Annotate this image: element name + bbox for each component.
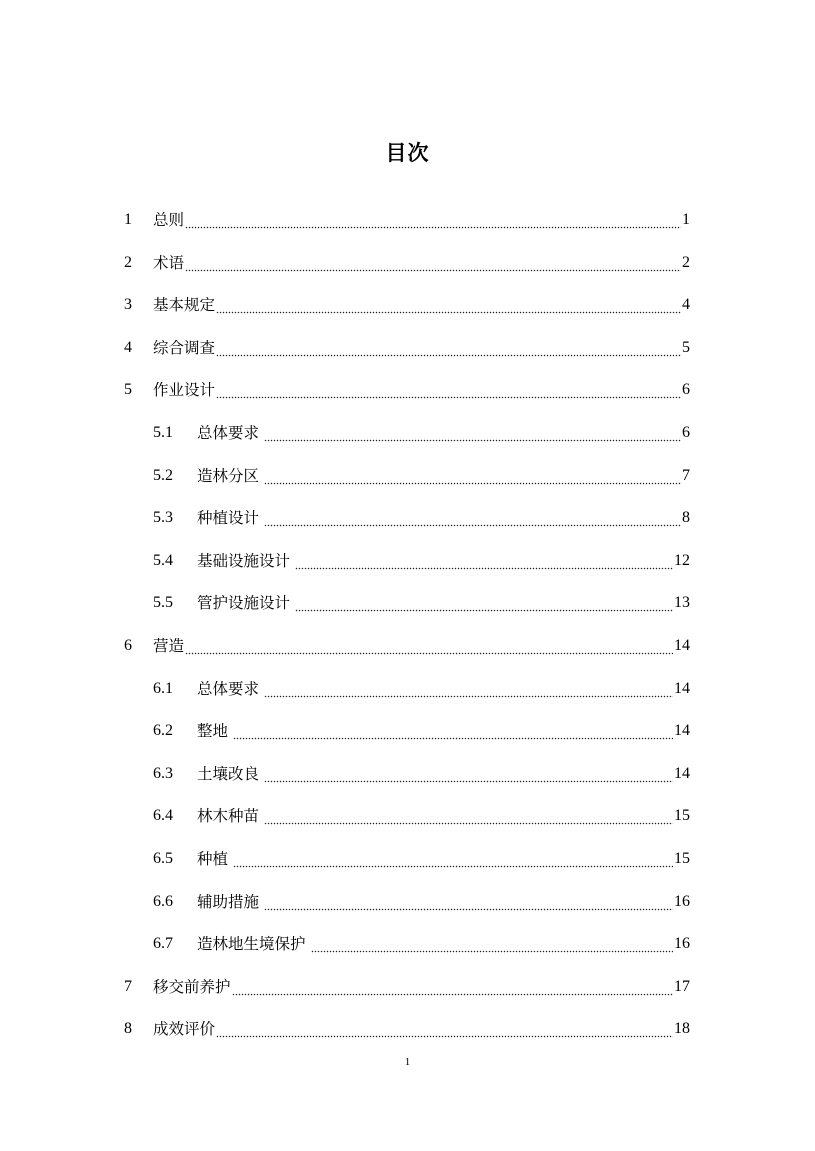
toc-entry[interactable] xyxy=(124,972,690,1002)
toc-entry[interactable] xyxy=(124,205,690,235)
toc-entry[interactable] xyxy=(153,588,690,618)
toc-dot-leader xyxy=(216,1014,673,1044)
toc-entry-page: 4 xyxy=(682,296,690,314)
toc-entry-title: 作业设计 xyxy=(153,381,216,400)
toc-entry-number: 5 xyxy=(124,381,132,399)
toc-entry-number: 5.1 xyxy=(153,424,173,441)
toc-dot-leader xyxy=(185,205,681,235)
toc-entry-title: 营造 xyxy=(153,637,185,655)
toc-entry-page: 18 xyxy=(674,1020,690,1038)
toc-entry-title: 种植 xyxy=(197,850,229,868)
toc-entry-number: 6.5 xyxy=(153,850,173,867)
toc-entry-title: 综合调查 xyxy=(153,338,216,357)
toc-entry-page: 14 xyxy=(674,637,690,654)
toc-dot-leader xyxy=(216,375,681,405)
toc-entry-number: 6.6 xyxy=(153,892,173,910)
toc-entry-page: 15 xyxy=(674,850,690,867)
toc-entry-number: 7 xyxy=(124,977,132,995)
toc-entry-page: 14 xyxy=(674,679,690,697)
toc-entry-page: 6 xyxy=(682,381,690,399)
toc-entry-title: 基础设施设计 xyxy=(197,551,291,570)
toc-entry-number: 2 xyxy=(124,253,132,271)
toc-entry[interactable] xyxy=(124,375,690,405)
toc-entry-title: 总体要求 xyxy=(197,424,260,442)
toc-entry-title: 成效评价 xyxy=(153,1020,216,1039)
toc-dot-leader xyxy=(295,546,673,576)
toc-entry-title: 辅助措施 xyxy=(197,892,260,911)
toc-entry-number: 6.3 xyxy=(153,764,173,782)
toc-entry[interactable] xyxy=(124,1014,690,1044)
toc-dot-leader xyxy=(295,588,673,618)
toc-entry-page: 1 xyxy=(682,211,690,228)
toc-entry-title: 总体要求 xyxy=(197,679,260,698)
toc-entry-title: 基本规定 xyxy=(153,296,216,315)
toc-entry-title: 林木种苗 xyxy=(197,807,260,826)
toc-entry-page: 16 xyxy=(674,892,690,910)
toc-entry-page: 13 xyxy=(674,594,690,612)
page-title: 目次 xyxy=(385,141,430,165)
toc-entry-number: 5.3 xyxy=(153,509,173,527)
toc-entry-page: 16 xyxy=(674,935,690,953)
toc-entry-number: 6.4 xyxy=(153,807,173,825)
toc-entry-title: 土壤改良 xyxy=(197,764,260,783)
toc-entry-title: 整地 xyxy=(197,722,229,741)
toc-entry-page: 15 xyxy=(674,807,690,825)
toc-entry-page: 14 xyxy=(674,722,690,740)
toc-entry[interactable] xyxy=(153,674,690,704)
toc-entry[interactable] xyxy=(153,844,690,874)
toc-entry-page: 17 xyxy=(674,977,690,995)
toc-dot-leader xyxy=(185,631,673,661)
toc-entry-number: 4 xyxy=(124,338,132,356)
toc-dot-leader xyxy=(185,248,681,278)
toc-entry-title: 管护设施设计 xyxy=(197,594,291,613)
toc-entry-number: 5.4 xyxy=(153,551,173,569)
toc-entry-number: 6.1 xyxy=(153,679,173,697)
toc-dot-leader xyxy=(264,759,673,789)
toc-entry-number: 6 xyxy=(124,637,132,654)
toc-entry-number: 6.7 xyxy=(153,935,173,953)
toc-dot-leader xyxy=(264,674,673,704)
toc-entry[interactable] xyxy=(124,631,690,661)
toc-dot-leader xyxy=(233,716,673,746)
toc-entry-page: 8 xyxy=(682,509,690,527)
toc-entry-title: 造林地生境保护 xyxy=(197,935,306,954)
toc-entry[interactable] xyxy=(124,290,690,320)
toc-entry[interactable] xyxy=(153,418,690,448)
toc-dot-leader xyxy=(233,844,673,874)
toc-entry-title: 术语 xyxy=(153,253,185,272)
toc-entry-title: 种植设计 xyxy=(197,509,260,528)
toc-entry-page: 2 xyxy=(682,253,690,271)
toc-entry-page: 7 xyxy=(682,466,690,484)
toc-dot-leader xyxy=(264,461,681,491)
toc-dot-leader xyxy=(216,333,681,363)
toc-entry-page: 6 xyxy=(682,424,690,441)
toc-entry-number: 5.2 xyxy=(153,466,173,484)
toc-entry[interactable] xyxy=(153,546,690,576)
toc-entry-number: 8 xyxy=(124,1020,132,1038)
page-number: 1 xyxy=(404,1056,411,1068)
toc-entry[interactable] xyxy=(153,887,690,917)
toc-entry-number: 1 xyxy=(124,211,132,228)
toc-dot-leader xyxy=(264,801,673,831)
toc-entry[interactable] xyxy=(153,929,690,959)
toc-entry[interactable] xyxy=(124,248,690,278)
toc-dot-leader xyxy=(232,972,673,1002)
toc-entry[interactable] xyxy=(153,716,690,746)
toc-entry[interactable] xyxy=(153,503,690,533)
toc-entry[interactable] xyxy=(124,333,690,363)
toc-entry[interactable] xyxy=(153,801,690,831)
toc-entry-number: 5.5 xyxy=(153,594,173,612)
toc-entry-page: 12 xyxy=(674,551,690,569)
toc-entry-number: 6.2 xyxy=(153,722,173,740)
toc-entry-page: 5 xyxy=(682,338,690,356)
toc-dot-leader xyxy=(216,290,681,320)
toc-entry[interactable] xyxy=(153,759,690,789)
toc-dot-leader xyxy=(264,503,681,533)
toc-entry-page: 14 xyxy=(674,764,690,782)
toc-entry-title: 移交前养护 xyxy=(153,977,231,996)
toc-dot-leader xyxy=(264,418,681,448)
toc-entry-title: 总则 xyxy=(153,211,185,229)
toc-entry-title: 造林分区 xyxy=(197,466,260,485)
toc-entry-number: 3 xyxy=(124,296,132,314)
toc-entry[interactable] xyxy=(153,461,690,491)
toc-dot-leader xyxy=(264,887,673,917)
toc-dot-leader xyxy=(311,929,673,959)
